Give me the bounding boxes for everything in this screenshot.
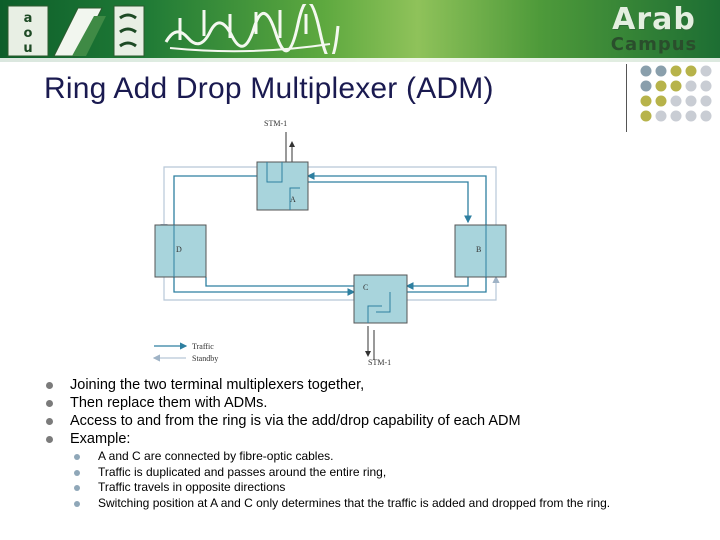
- slide-title: Ring Add Drop Multiplexer (ADM): [44, 72, 494, 105]
- decor-dot: [656, 66, 667, 77]
- decor-dot: [656, 96, 667, 107]
- bullet-dot: [46, 418, 53, 425]
- decor-dot: [701, 81, 712, 92]
- sub-bullet-item: [46, 449, 706, 465]
- bullet-text: Then replace them with ADMs.: [70, 395, 268, 411]
- sub-bullet-dot: [74, 454, 80, 460]
- node-b: [455, 225, 506, 277]
- decor-dot: [686, 96, 697, 107]
- decor-dot: [671, 81, 682, 92]
- decor-dot: [671, 96, 682, 107]
- bullet-text: Access to and from the ring is via the add/drop capability of each ADM: [70, 413, 521, 429]
- svg-text:a: a: [23, 11, 33, 26]
- sub-bullet-text: Traffic is duplicated and passes around the entire ring,: [98, 464, 387, 479]
- decor-dot: [641, 81, 652, 92]
- decor-dot: [686, 111, 697, 122]
- bullet-dot: [46, 436, 53, 443]
- sub-bullet-text: A and C are connected by fibre-optic cables.: [98, 449, 334, 463]
- bullet-item: [46, 394, 706, 412]
- bullet-list: [46, 376, 706, 511]
- stm-bottom-label: STM-1: [368, 358, 392, 367]
- arabic-calligraphy-icon: [160, 4, 340, 54]
- ring-adm-diagram: [150, 112, 510, 374]
- sub-bullet-item: [46, 496, 706, 512]
- decor-dot: [701, 111, 712, 122]
- decor-dot: [701, 96, 712, 107]
- sub-bullet-text: Switching position at A and C only determines that the traffic is added and dropped from the ring.: [98, 495, 611, 510]
- decor-dot: [686, 81, 697, 92]
- decor-dot: [656, 81, 667, 92]
- node-c: [354, 275, 407, 323]
- decor-dot: [656, 111, 667, 122]
- sub-bullet-list: [46, 449, 706, 511]
- arab-campus-brand: [594, 4, 714, 58]
- bullet-item: [46, 376, 706, 394]
- stm-bottom-tributary: [368, 326, 374, 360]
- bullet-item: [46, 412, 706, 430]
- sub-bullet-item: [46, 480, 706, 496]
- bullet-dot: [46, 400, 53, 407]
- decor-dot: [671, 66, 682, 77]
- standby-ring: [164, 167, 496, 300]
- sub-bullet-dot: [74, 485, 80, 491]
- decor-dot: [671, 111, 682, 122]
- aou-logo-icon: [6, 4, 146, 58]
- node-b-label: B: [476, 245, 482, 254]
- decor-dot: [686, 66, 697, 77]
- node-d: [155, 225, 206, 277]
- legend-standby-label: Standby: [192, 354, 219, 363]
- stm-top-label: STM-1: [264, 119, 288, 128]
- decor-dot: [641, 66, 652, 77]
- sub-bullet-text: Traffic travels in opposite directions: [98, 480, 286, 495]
- brand-bottom-text: Campus: [610, 34, 698, 55]
- title-divider: [626, 64, 627, 132]
- node-a: [257, 162, 308, 210]
- brand-top-text: Arab: [612, 2, 696, 37]
- sub-bullet-dot: [74, 470, 80, 476]
- sub-bullet-dot: [74, 501, 80, 507]
- bullet-dot: [46, 382, 53, 389]
- header-banner: [0, 0, 720, 62]
- decor-dot: [641, 96, 652, 107]
- bullet-text: Example:: [70, 431, 131, 447]
- svg-text:o: o: [23, 26, 33, 41]
- node-d-label: D: [176, 245, 182, 254]
- svg-text:u: u: [23, 41, 33, 56]
- diagram-legend: [154, 342, 218, 363]
- sub-bullet-item: [46, 465, 706, 481]
- legend-traffic-label: Traffic: [192, 342, 214, 351]
- decor-dot: [701, 66, 712, 77]
- decorative-dots: [638, 64, 718, 124]
- traffic-ring: [174, 176, 486, 292]
- bullet-item: [46, 430, 706, 448]
- stm-top-tributary: [286, 132, 292, 164]
- bullet-text: Joining the two terminal multiplexers together,: [70, 377, 365, 393]
- decor-dot: [641, 111, 652, 122]
- node-a-label: A: [290, 195, 296, 204]
- node-c-label: C: [363, 283, 369, 292]
